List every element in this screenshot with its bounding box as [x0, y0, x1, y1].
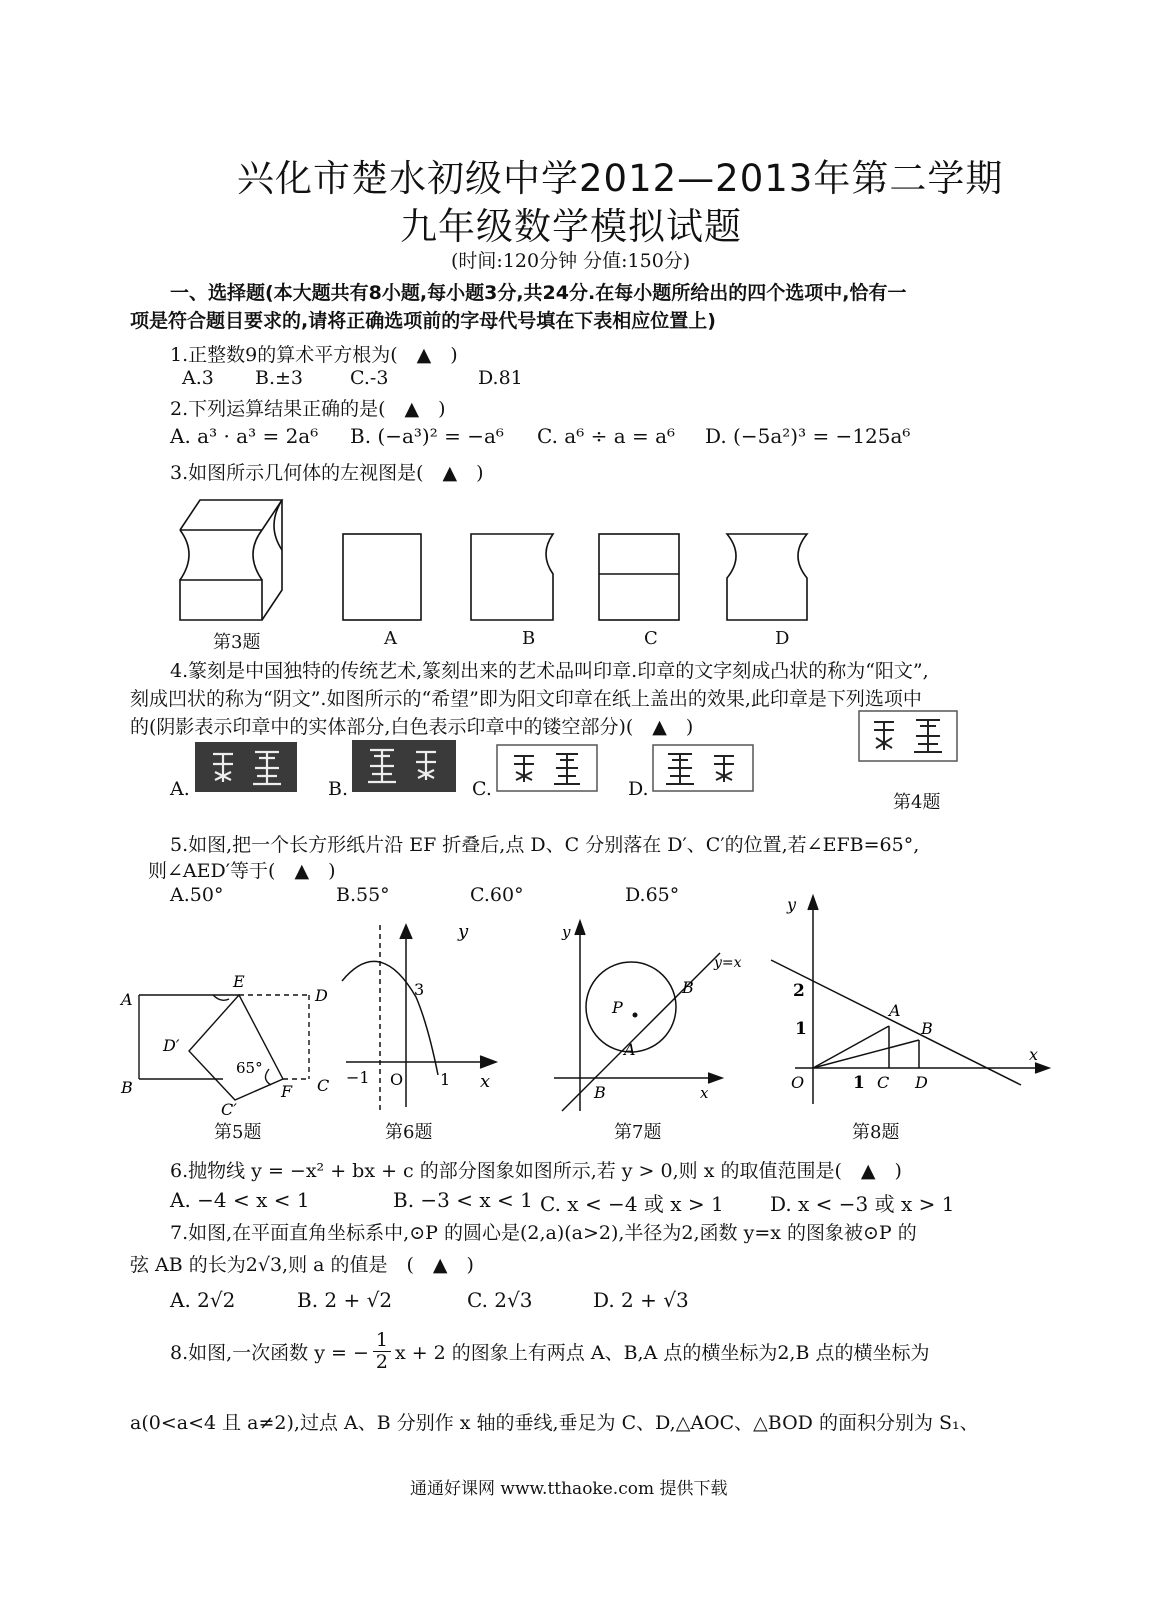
fig8-label-c: C: [877, 1073, 890, 1092]
question-1-stem: 1.正整数9的算术平方根为( ▲ ): [170, 344, 458, 366]
q1-option-d: D.81: [478, 367, 523, 389]
q8-prefix: 8.如图,一次函数 y = −: [170, 1341, 369, 1364]
question-5-line1: 5.如图,把一个长方形纸片沿 EF 折叠后,点 D、C 分别落在 D′、C′的位置,若∠EFB=65°,: [170, 834, 920, 856]
q3-caption-d: D: [775, 628, 790, 649]
q3-option-d-shape: [727, 534, 807, 620]
q4-option-a: A.: [170, 778, 190, 800]
question-7-line2: 弦 AB 的长为2√3,则 a 的值是 ( ▲ ): [130, 1254, 474, 1276]
question-5-line2: 则∠AED′等于( ▲ ): [148, 860, 336, 882]
fig7-label-b-axis: B: [594, 1083, 606, 1102]
figure-5: [115, 965, 345, 1120]
q3-solid-figure: [180, 500, 282, 620]
question-4-line1: 4.篆刻是中国独特的传统艺术,篆刻出来的艺术品叫印章.印章的文字刻成凸状的称为“阳文”,: [170, 660, 929, 682]
q4-seal-option-c: [496, 744, 598, 792]
q5-option-d: D.65°: [625, 884, 680, 906]
q6-option-b: B. −3 < x < 1: [393, 1188, 533, 1212]
fig5-label-angle: 65°: [236, 1059, 263, 1077]
fig5-label-f: F: [281, 1082, 293, 1101]
q2-option-c: C. a⁶ ÷ a = a⁶: [537, 424, 676, 448]
figure-6: [340, 915, 505, 1115]
fig5-label-b: B: [121, 1078, 133, 1097]
fig5-label-e: E: [233, 972, 245, 991]
fig8-label-a: A: [889, 1001, 901, 1020]
fig7-label-x: x: [700, 1084, 709, 1102]
q3-option-b-shape: [471, 534, 553, 620]
q8-frac-den: 2: [375, 1350, 388, 1373]
q5-option-a: A.50°: [170, 884, 224, 906]
q4-figure-caption: 第4题: [893, 792, 941, 813]
fig5-label-d-prime: D′: [163, 1036, 180, 1055]
figure-7-caption: 第7题: [614, 1122, 662, 1143]
q1-option-b: B.±3: [255, 367, 304, 389]
section-heading-line1: 一、选择题(本大题共有8小题,每小题3分,共24分.在每小题所给出的四个选项中,恰有一: [170, 282, 907, 304]
q7-option-c: C. 2√3: [467, 1288, 533, 1312]
q6-option-a: A. −4 < x < 1: [170, 1188, 310, 1212]
fig5-label-a: A: [121, 990, 133, 1009]
q3-figures: [170, 492, 820, 632]
q7-option-a: A. 2√2: [170, 1288, 236, 1312]
fig8-label-2: 2: [793, 981, 805, 1001]
question-8-line2: a(0<a<4 且 a≠2),过点 A、B 分别作 x 轴的垂线,垂足为 C、D,△AOC、△BOD 的面积分别为 S₁、: [130, 1412, 979, 1434]
question-4-line3: 的(阴影表示印章中的实体部分,白色表示印章中的镂空部分)( ▲ ): [130, 716, 694, 738]
q6-option-d: D. x < −3 或 x > 1: [770, 1192, 955, 1216]
q8-fraction: [373, 1330, 391, 1373]
q2-option-d: D. (−5a²)³ = −125a⁶: [705, 424, 911, 448]
fig5-label-c-prime: C′: [221, 1100, 237, 1119]
q4-option-c: C.: [472, 778, 492, 800]
q3-caption-b: B: [522, 628, 536, 649]
fig6-label-1: 1: [440, 1070, 451, 1089]
question-8-line1: [170, 1330, 929, 1373]
fig6-label-x: x: [480, 1071, 491, 1092]
fig8-label-d: D: [915, 1073, 928, 1092]
figure-5-caption: 第5题: [214, 1122, 262, 1143]
question-4-line2: 刻成凹状的称为“阴文”.如图所示的“希望”即为阳文印章在纸上盖出的效果,此印章是下列选项中: [130, 688, 922, 710]
fig7-label-yx: y=x: [714, 955, 742, 971]
fig6-label-neg1: −1: [346, 1068, 370, 1087]
figure-8: [765, 890, 1055, 1115]
q7-option-d: D. 2 + √3: [593, 1288, 689, 1312]
q2-option-b: B. (−a³)² = −a⁶: [350, 424, 504, 448]
q3-caption-c: C: [644, 628, 658, 649]
figure-7: [550, 915, 750, 1115]
question-7-line1: 7.如图,在平面直角坐标系中,⊙P 的圆心是(2,a)(a>2),半径为2,函数 y=x 的图象被⊙P 的: [170, 1222, 917, 1244]
q5-option-c: C.60°: [470, 884, 524, 906]
q5-option-b: B.55°: [336, 884, 390, 906]
fig7-label-a: A: [624, 1040, 636, 1059]
q1-option-c: C.-3: [350, 367, 389, 389]
fig8-label-x: x: [1029, 1045, 1039, 1064]
question-3-stem: 3.如图所示几何体的左视图是( ▲ ): [170, 462, 484, 484]
page-title: 兴化市楚水初级中学2012—2013年第二学期: [237, 157, 1004, 200]
q3-option-c-shape: [599, 534, 679, 620]
q7-option-b: B. 2 + √2: [297, 1288, 393, 1312]
q4-seal-figure: [858, 710, 958, 762]
exam-meta: (时间:120分钟 分值:150分): [451, 250, 691, 272]
q3-option-a-shape: [343, 534, 421, 620]
fig5-label-c: C: [317, 1076, 330, 1095]
question-6-stem: 6.抛物线 y = −x² + bx + c 的部分图象如图所示,若 y > 0,则 x 的取值范围是( ▲ ): [170, 1160, 902, 1182]
fig7-label-b-chord: B: [682, 978, 694, 997]
fig6-label-3: 3: [414, 980, 425, 999]
q4-seal-option-a: [195, 742, 297, 792]
figure-6-caption: 第6题: [385, 1122, 433, 1143]
q3-caption-figure: 第3题: [213, 632, 261, 653]
q8-frac-num: 1: [373, 1330, 391, 1352]
q4-seal-option-b: [352, 740, 456, 792]
fig7-label-p: P: [612, 998, 623, 1017]
fig8-label-1y: 1: [795, 1019, 807, 1039]
fig5-label-d: D: [315, 986, 328, 1005]
section-heading-line2: 项是符合题目要求的,请将正确选项前的字母代号填在下表相应位置上): [130, 310, 716, 332]
q4-seal-option-d: [652, 744, 754, 792]
q3-caption-a: A: [384, 628, 397, 649]
q8-suffix: x + 2 的图象上有两点 A、B,A 点的横坐标为2,B 点的横坐标为: [394, 1341, 930, 1364]
q4-option-d: D.: [628, 778, 649, 800]
fig6-label-o: O: [390, 1070, 404, 1089]
fig6-label-y: y: [458, 921, 469, 942]
fig8-label-o: O: [791, 1073, 805, 1092]
q4-option-b: B.: [328, 778, 349, 800]
q2-option-a: A. a³ · a³ = 2a⁶: [170, 424, 319, 448]
figure-8-caption: 第8题: [852, 1122, 900, 1143]
fig8-label-y: y: [787, 895, 797, 914]
fig7-label-y: y: [562, 923, 571, 941]
page-subtitle: 九年级数学模拟试题: [400, 205, 742, 248]
fig8-label-1x: 1: [853, 1073, 865, 1093]
q1-option-a: A.3: [182, 367, 214, 389]
question-2-stem: 2.下列运算结果正确的是( ▲ ): [170, 398, 446, 420]
page-footer: 通通好课网 www.tthaoke.com 提供下载: [410, 1479, 728, 1499]
fig8-label-b: B: [921, 1019, 933, 1038]
q6-option-c: C. x < −4 或 x > 1: [540, 1192, 724, 1216]
